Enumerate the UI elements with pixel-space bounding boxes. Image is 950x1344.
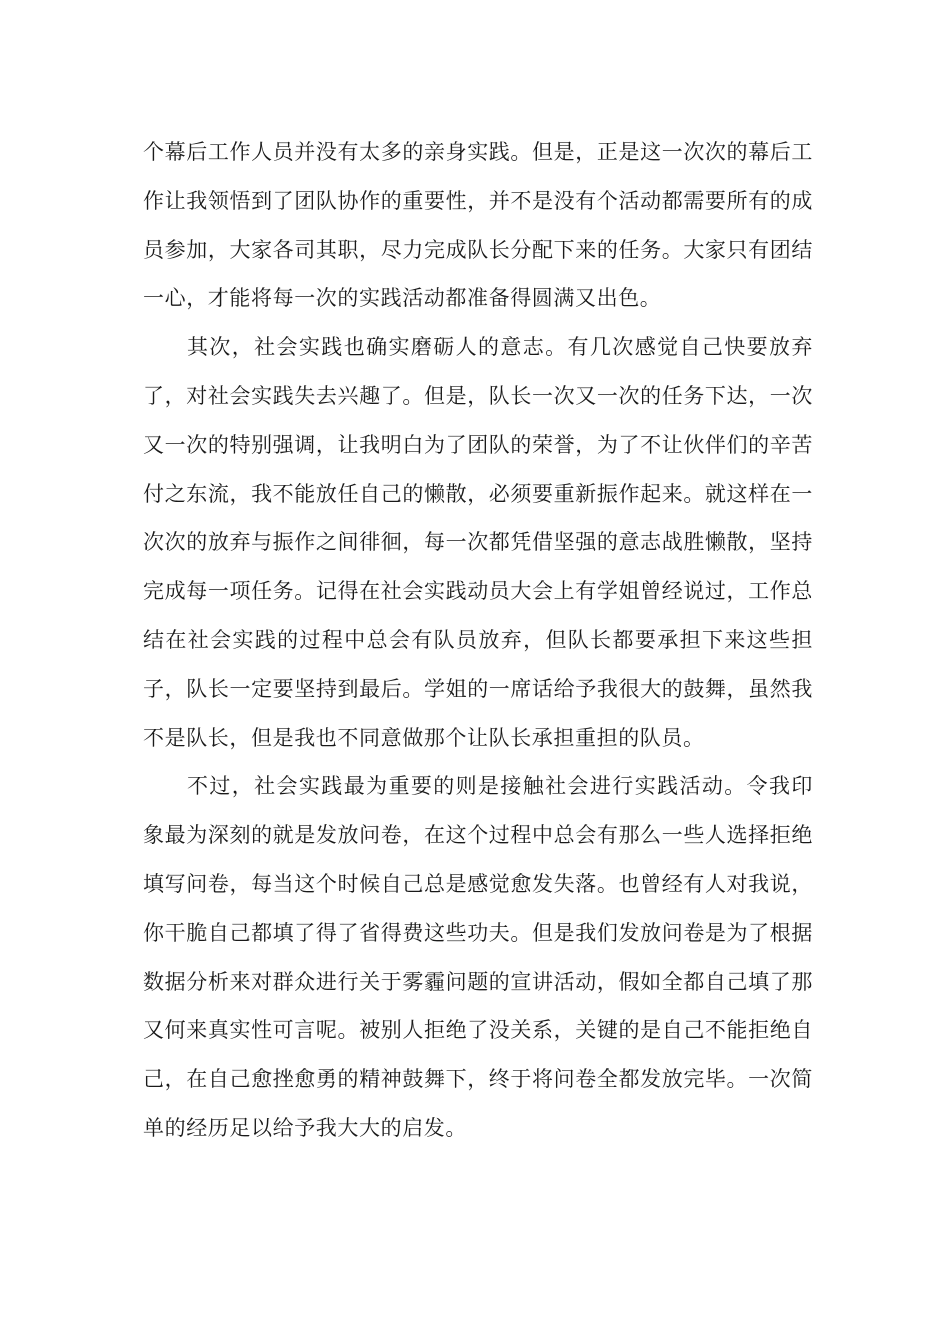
document-body <box>143 128 813 1153</box>
paragraph-1: 个幕后工作人员并没有太多的亲身实践。但是，正是这一次次的幕后工作让我领悟到了团队协作的重要性，并不是没有个活动都需要所有的成员参加，大家各司其职，尽力完成队长分配下来的任务。大家只有团结一心，才能将每一次的实践活动都准备得圆满又出色。 <box>143 140 813 311</box>
paragraph-2: 其次，社会实践也确实磨砺人的意志。有几次感觉自己快要放弃了，对社会实践失去兴趣了。但是，队长一次又一次的任务下达，一次又一次的特别强调，让我明白为了团队的荣誉，为了不让伙伴们的辛苦付之东流，我不能放任自己的懒散，必须要重新振作起来。就这样在一次次的放弃与振作之间徘徊，每一次都凭借坚强的意志战胜懒散，坚持完成每一项任务。记得在社会实践动员大会上有学姐曾经说过，工作总结在社会实践的过程中总会有队员放弃，但队长都要承担下来这些担子，队长一定要坚持到最后。学姐的一席话给予我很大的鼓舞，虽然我不是队长，但是我也不同意做那个让队长承担重担的队员。 <box>143 335 813 750</box>
paragraph-3: 不过，社会实践最为重要的则是接触社会进行实践活动。令我印象最为深刻的就是发放问卷，在这个过程中总会有那么一些人选择拒绝填写问卷，每当这个时候自己总是感觉愈发失落。也曾经有人对我说，你干脆自己都填了得了省得费这些功夫。但是我们发放问卷是为了根据数据分析来对群众进行关于雾霾问题的宣讲活动，假如全都自己填了那又何来真实性可言呢。被别人拒绝了没关系，关键的是自己不能拒绝自己，在自己愈挫愈勇的精神鼓舞下，终于将问卷全都发放完毕。一次简单的经历足以给予我大大的启发。 <box>143 774 813 1140</box>
